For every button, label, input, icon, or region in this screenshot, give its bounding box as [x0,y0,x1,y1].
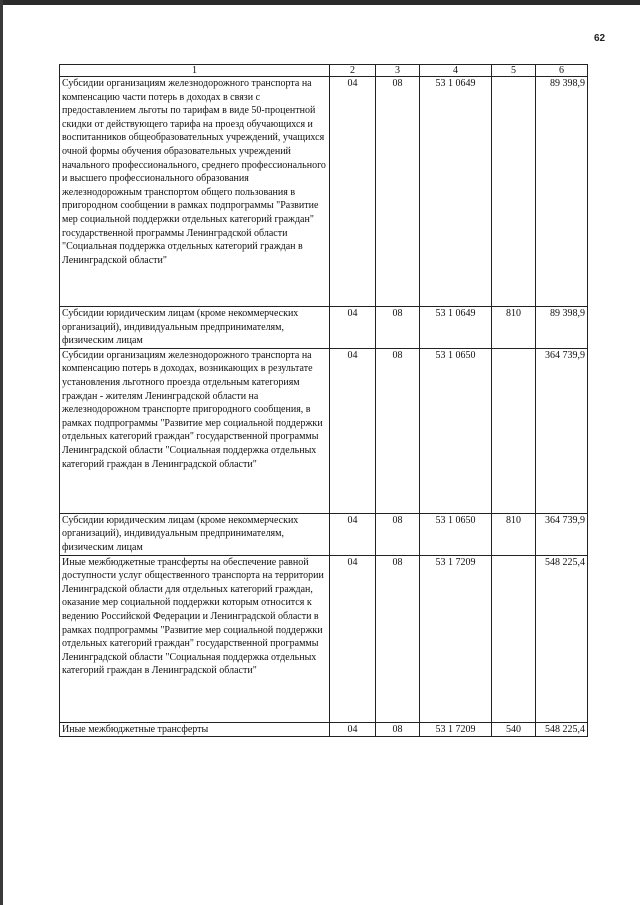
cell-target-article: 53 1 0650 [420,348,492,513]
cell-target-article: 53 1 7209 [420,722,492,737]
header-row [60,65,588,77]
cell-section: 04 [330,722,376,737]
cell-target-article: 53 1 0650 [420,513,492,555]
row-name: Субсидии организациям железнодорожного транспорта на компенсацию части потерь в доходах в связи с предоставлением льготы по тарифам в виде 50-процентной скидки от действующего тарифа на проезд обучающихся и воспитанников общеобразовательных учреждений, учащихся очной формы обучения образовательных учреждений начального профессионального, среднего профессионального и высшего профессионального образования железнодорожным транспортом общего пользования в пригородном сообщении в рамках подпрограммы "Развитие мер социальной поддержки отдельных категорий граждан" государственной программы Ленинградской области "Социальная поддержка отдельных категорий граждан в Ленинградской области" [60,77,330,307]
cell-subsection: 08 [376,722,420,737]
cell-subsection: 08 [376,307,420,349]
cell-subsection: 08 [376,513,420,555]
cell-expense-type [492,555,536,722]
page-top-edge [0,0,640,5]
cell-section: 04 [330,77,376,307]
cell-subsection: 08 [376,555,420,722]
cell-target-article: 53 1 0649 [420,77,492,307]
table-row [60,513,588,555]
column-header: 4 [420,65,492,77]
table-row [60,555,588,722]
cell-expense-type: 540 [492,722,536,737]
table-row [60,348,588,513]
row-name: Субсидии юридическим лицам (кроме некоммерческих организаций), индивидуальным предпринимателям, физическим лицам [60,513,330,555]
page-left-edge [0,0,3,905]
column-header: 6 [536,65,588,77]
cell-expense-type [492,77,536,307]
column-header: 2 [330,65,376,77]
row-name: Субсидии организациям железнодорожного транспорта на компенсацию потерь в доходах, возникающих в результате установления льготного проезда отдельным категориям граждан - жителям Ленинградской области на железнодорожном транспорте пригородного сообщения, в рамках подпрограммы "Развитие мер социальной поддержки отдельных категорий граждан" государственной программы Ленинградской области "Социальная поддержка отдельных категорий граждан в Ленинградской области" [60,348,330,513]
table-row [60,77,588,307]
budget-table [59,64,588,737]
cell-expense-type: 810 [492,307,536,349]
cell-section: 04 [330,348,376,513]
cell-amount: 548 225,4 [536,722,588,737]
row-name: Иные межбюджетные трансферты на обеспечение равной доступности услуг общественного транспорта на территории Ленинградской области для отдельных категорий граждан, оказание мер социальной поддержки которым относится к ведению Российской Федерации и Ленинградской области в рамках подпрограммы "Развитие мер социальной поддержки отдельных категорий граждан" государственной программы Ленинградской области "Социальная поддержка отдельных категорий граждан в Ленинградской области" [60,555,330,722]
cell-section: 04 [330,307,376,349]
page-number: 62 [594,33,606,44]
row-name: Субсидии юридическим лицам (кроме некоммерческих организаций), индивидуальным предпринимателям, физическим лицам [60,307,330,349]
table-row [60,722,588,737]
cell-subsection: 08 [376,348,420,513]
column-header: 5 [492,65,536,77]
cell-expense-type: 810 [492,513,536,555]
cell-amount: 89 398,9 [536,307,588,349]
cell-expense-type [492,348,536,513]
cell-section: 04 [330,555,376,722]
column-header: 3 [376,65,420,77]
table-row [60,307,588,349]
cell-amount: 364 739,9 [536,348,588,513]
cell-subsection: 08 [376,77,420,307]
cell-section: 04 [330,513,376,555]
cell-amount: 364 739,9 [536,513,588,555]
cell-target-article: 53 1 7209 [420,555,492,722]
column-header: 1 [60,65,330,77]
cell-target-article: 53 1 0649 [420,307,492,349]
row-name: Иные межбюджетные трансферты [60,722,330,737]
cell-amount: 548 225,4 [536,555,588,722]
cell-amount: 89 398,9 [536,77,588,307]
